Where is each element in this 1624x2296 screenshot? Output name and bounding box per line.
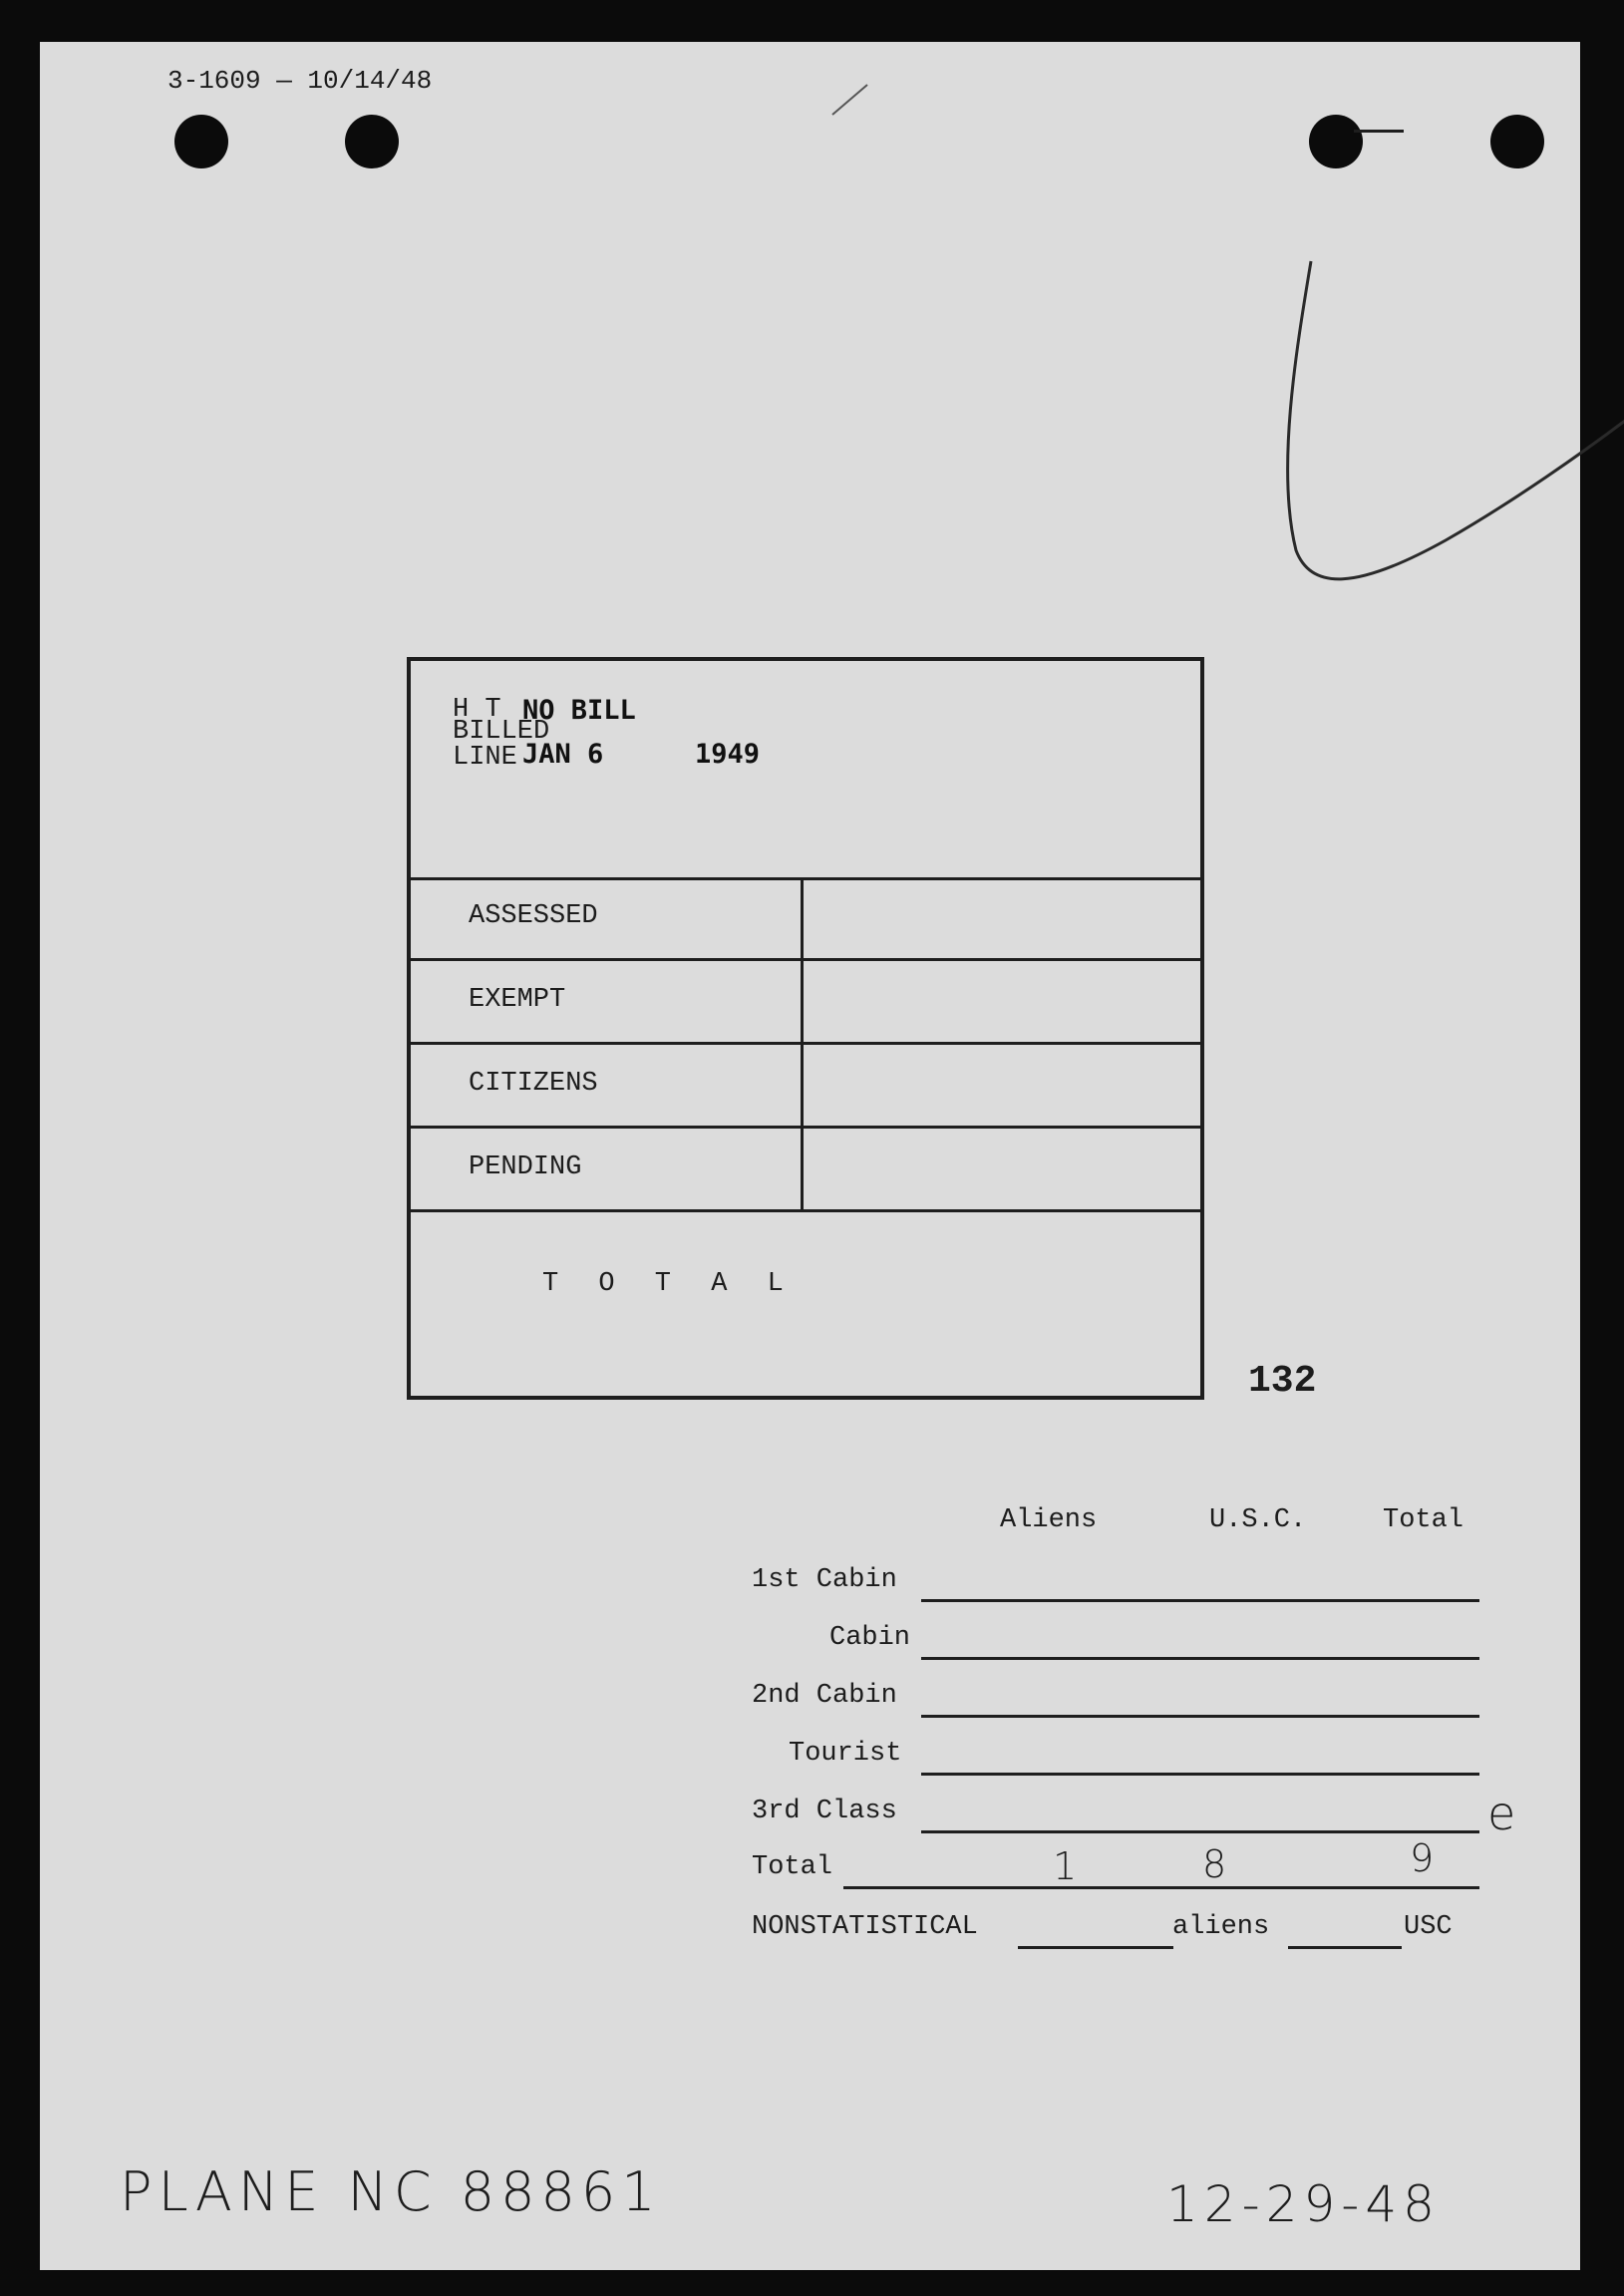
fill-line: [921, 1830, 1479, 1833]
column-divider: [801, 1045, 804, 1126]
punch-hole: [345, 115, 399, 168]
row-tourist: Tourist: [789, 1739, 902, 1769]
total-aliens: 1: [1053, 1844, 1084, 1888]
row-assessed: [411, 877, 1200, 961]
fill-line: [843, 1886, 1479, 1889]
total-label: T O T A L: [542, 1269, 796, 1299]
row-pending: [411, 1129, 1200, 1212]
punch-hole: [174, 115, 228, 168]
row-label: ASSESSED: [469, 901, 598, 931]
row-first-cabin: 1st Cabin: [752, 1565, 897, 1595]
stamp-date: JAN 6: [522, 739, 604, 770]
col-header-total: Total: [1383, 1505, 1464, 1535]
row-label: EXEMPT: [469, 985, 566, 1015]
document-page: [40, 42, 1580, 2270]
box-header: [411, 661, 1200, 880]
fill-line: [921, 1599, 1479, 1602]
row-exempt: [411, 961, 1200, 1045]
punch-hole: [1490, 115, 1544, 168]
fill-line: [921, 1715, 1479, 1718]
punch-hole: [1309, 115, 1363, 168]
total-total: 9: [1410, 1836, 1441, 1880]
fill-line: [1288, 1946, 1402, 1949]
row-label: CITIZENS: [469, 1069, 598, 1099]
handwritten-number: 132: [1248, 1360, 1317, 1403]
nonstat-aliens: aliens: [1172, 1912, 1270, 1942]
pencil-curve: [1266, 251, 1624, 630]
stamp-year: 1949: [695, 739, 761, 770]
billed-label: BILLED: [453, 717, 550, 747]
row-cabin: Cabin: [829, 1623, 911, 1653]
row-citizens: [411, 1045, 1200, 1129]
column-divider: [801, 1129, 804, 1209]
handwritten-plane-id: PLANE NC 88861: [120, 2160, 662, 2223]
pencil-tick: [827, 80, 907, 120]
mark-line: [1354, 130, 1404, 133]
reference-number: 3-1609 — 10/14/48: [167, 66, 433, 96]
fee-status-box: [407, 657, 1204, 1400]
fill-line: [1018, 1946, 1173, 1949]
nonstat-usc: USC: [1404, 1912, 1453, 1942]
row-third-class: 3rd Class: [752, 1797, 897, 1826]
nonstat-label: NONSTATISTICAL: [752, 1912, 978, 1942]
row-second-cabin: 2nd Cabin: [752, 1681, 897, 1711]
third-class-mark: e: [1487, 1787, 1522, 1840]
column-divider: [801, 961, 804, 1042]
row-label: PENDING: [469, 1152, 582, 1182]
column-divider: [801, 877, 804, 958]
col-header-aliens: Aliens: [1000, 1505, 1098, 1535]
col-header-usc: U.S.C.: [1209, 1505, 1307, 1535]
line-label: LINE: [453, 743, 517, 773]
fill-line: [921, 1657, 1479, 1660]
total-usc: 8: [1202, 1842, 1233, 1886]
ht-label: H T: [453, 695, 501, 725]
handwritten-date: 12-29-48: [1166, 2175, 1441, 2233]
no-bill-stamp: NO BILL: [522, 695, 636, 726]
row-total: Total: [752, 1852, 833, 1882]
fill-line: [921, 1773, 1479, 1776]
